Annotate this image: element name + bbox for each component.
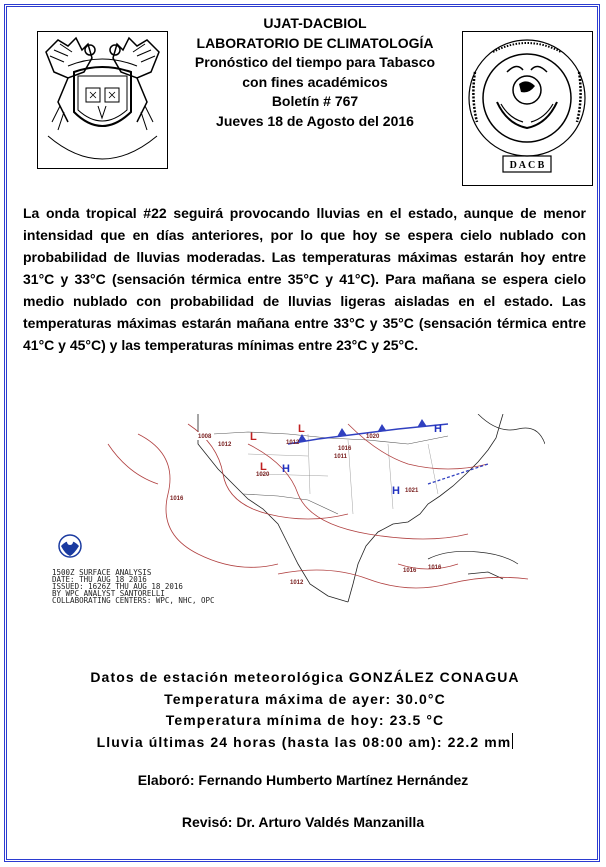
map-isobar [138,434,278,567]
laboratory-name: LABORATORIO DE CLIMATOLOGÍA [196,34,434,51]
bulletin-header [170,14,460,131]
pressure-label: 1016 [338,446,352,452]
low-pressure-symbol: L [298,423,305,435]
text-cursor [512,733,513,749]
institution-name: UJAT-DACBIOL [263,15,367,31]
pressure-label: 1016 [428,565,442,571]
map-isobar [108,444,158,484]
dacbiol-logo [462,31,593,186]
min-temperature: Temperatura mínima de hoy: 23.5 °C [165,712,445,728]
map-caption [52,568,215,604]
bulletin-date: Jueves 18 de Agosto del 2016 [216,112,414,129]
station-title: Datos de estación meteorológica GONZÁLEZ CONAGUA [90,669,520,685]
max-temperature: Temperatura máxima de ayer: 30.0°C [164,690,446,707]
pressure-label: 1020 [366,434,380,440]
ujat-seal-icon [38,32,167,168]
bulletin-title: Pronóstico del tiempo para Tabasco [194,54,436,70]
map-coastline-gulf-atlantic [348,414,503,602]
map-caption-line: COLLABORATING CENTERS: WPC, NHC, OPC [52,596,215,604]
map-caption-line: DATE: THU AUG 18 2016 [52,575,147,584]
pressure-label: 1011 [334,454,348,460]
bulletin-number: Boletín # 767 [271,93,359,109]
rainfall-24h-row[interactable] [60,732,550,754]
ujat-logo [37,31,168,169]
station-data [60,667,550,753]
pressure-label: 1008 [198,434,212,440]
pressure-label: 1016 [403,568,417,574]
rainfall-24h: Lluvia últimas 24 horas (hasta las 08:00 am): 22.2 mm [96,733,512,750]
high-pressure-symbol: H [434,423,442,435]
map-caption-line: ISSUED: 1626Z THU AUG 18 2016 [52,582,183,591]
map-caption-line: 1500Z SURFACE ANALYSIS [52,568,152,577]
map-pressure-labels [170,432,442,586]
map-isobar [348,424,488,469]
pressure-label: 1012 [286,440,300,446]
prepared-by: Elaboró: Fernando Humberto Martínez Hernández [137,772,469,788]
pressure-label: 1021 [405,488,419,494]
low-pressure-symbol: L [260,461,267,473]
high-pressure-symbol: H [392,485,400,497]
map-isobar [248,444,468,539]
noaa-logo-icon [59,535,81,557]
forecast-paragraph: La onda tropical #22 seguirá provocando lluvias en el estado, aunque de menor intensidad que en días anteriores, por lo que hoy se espera cielo nublado con probabilidad de lluvias moderadas. Las temperaturas máximas estarán hoy entre 31°C y 33°C (sensación térmica entre 35°C y 41°C). Para mañana se espera cielo medio nublado con probabilidad de lluvias ligeras aisladas en el estado. Las temperaturas máximas estarán mañana entre 33°C y 35°C (sensación térmica entre 41°C y 45°C) y las temperaturas mínimas entre 23°C y 25°C. [23,205,586,353]
pressure-label: 1016 [170,496,184,502]
pressure-label: 1012 [218,442,232,448]
map-caption-line: BY WPC ANALYST SANTORELLI [52,589,165,598]
low-pressure-symbol: L [250,431,257,443]
dacbiol-seal-icon [463,32,592,185]
surface-analysis-map [48,414,545,604]
map-cuba [428,551,518,564]
dacbiol-seal-text: D A C B [509,160,545,171]
pressure-label: 1020 [256,472,270,478]
bulletin-subtitle: con fines académicos [242,73,388,90]
map-coastline-northeast [478,414,545,444]
pressure-label: 1012 [290,580,304,586]
high-pressure-symbol: H [282,463,290,475]
reviewed-by: Revisó: Dr. Arturo Valdés Manzanilla [181,814,425,830]
